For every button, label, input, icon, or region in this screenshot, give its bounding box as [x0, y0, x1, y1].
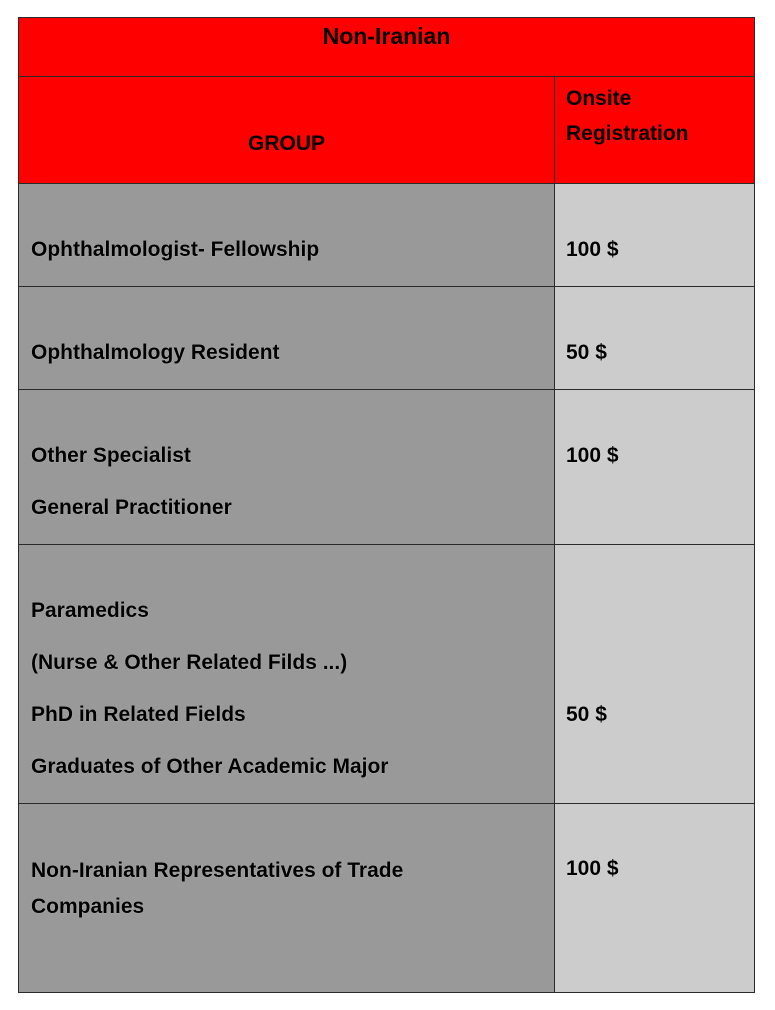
fee-header-line1: Onsite — [566, 87, 632, 110]
fee-value: 100 $ — [566, 857, 619, 880]
table-row — [19, 390, 755, 545]
fee-value: 50 $ — [566, 341, 607, 364]
group-label: Non-Iranian Representatives of Trade Companies — [31, 859, 404, 918]
group-label: (Nurse & Other Related Filds ...) — [31, 651, 348, 674]
group-header-cell — [19, 77, 555, 184]
group-label: Graduates of Other Academic Major — [31, 755, 389, 778]
group-cell — [19, 390, 555, 545]
fee-value: 100 $ — [566, 238, 619, 261]
fee-cell — [555, 184, 755, 287]
registration-fee-table — [18, 17, 755, 993]
table-row — [19, 184, 755, 287]
fee-header-line2: Registration — [566, 122, 689, 145]
group-label: General Practitioner — [31, 496, 232, 519]
table-title-cell — [19, 18, 755, 77]
table-row — [19, 287, 755, 390]
group-label: PhD in Related Fields — [31, 703, 246, 726]
group-cell — [19, 287, 555, 390]
group-cell — [19, 545, 555, 804]
group-label: Ophthalmologist- Fellowship — [31, 238, 320, 261]
group-label: Other Specialist — [31, 444, 191, 467]
table-row — [19, 545, 755, 804]
group-cell — [19, 804, 555, 993]
fee-cell — [555, 804, 755, 993]
group-cell — [19, 184, 555, 287]
fee-cell — [555, 390, 755, 545]
group-label: Ophthalmology Resident — [31, 341, 280, 364]
table-title: Non-Iranian — [322, 23, 451, 49]
fee-cell — [555, 545, 755, 804]
fee-value: 50 $ — [566, 703, 607, 726]
group-header: GROUP — [247, 132, 325, 155]
fee-header-cell — [555, 77, 755, 184]
group-label: Paramedics — [31, 599, 149, 622]
table-row — [19, 804, 755, 993]
fee-value: 100 $ — [566, 444, 619, 467]
fee-cell — [555, 287, 755, 390]
